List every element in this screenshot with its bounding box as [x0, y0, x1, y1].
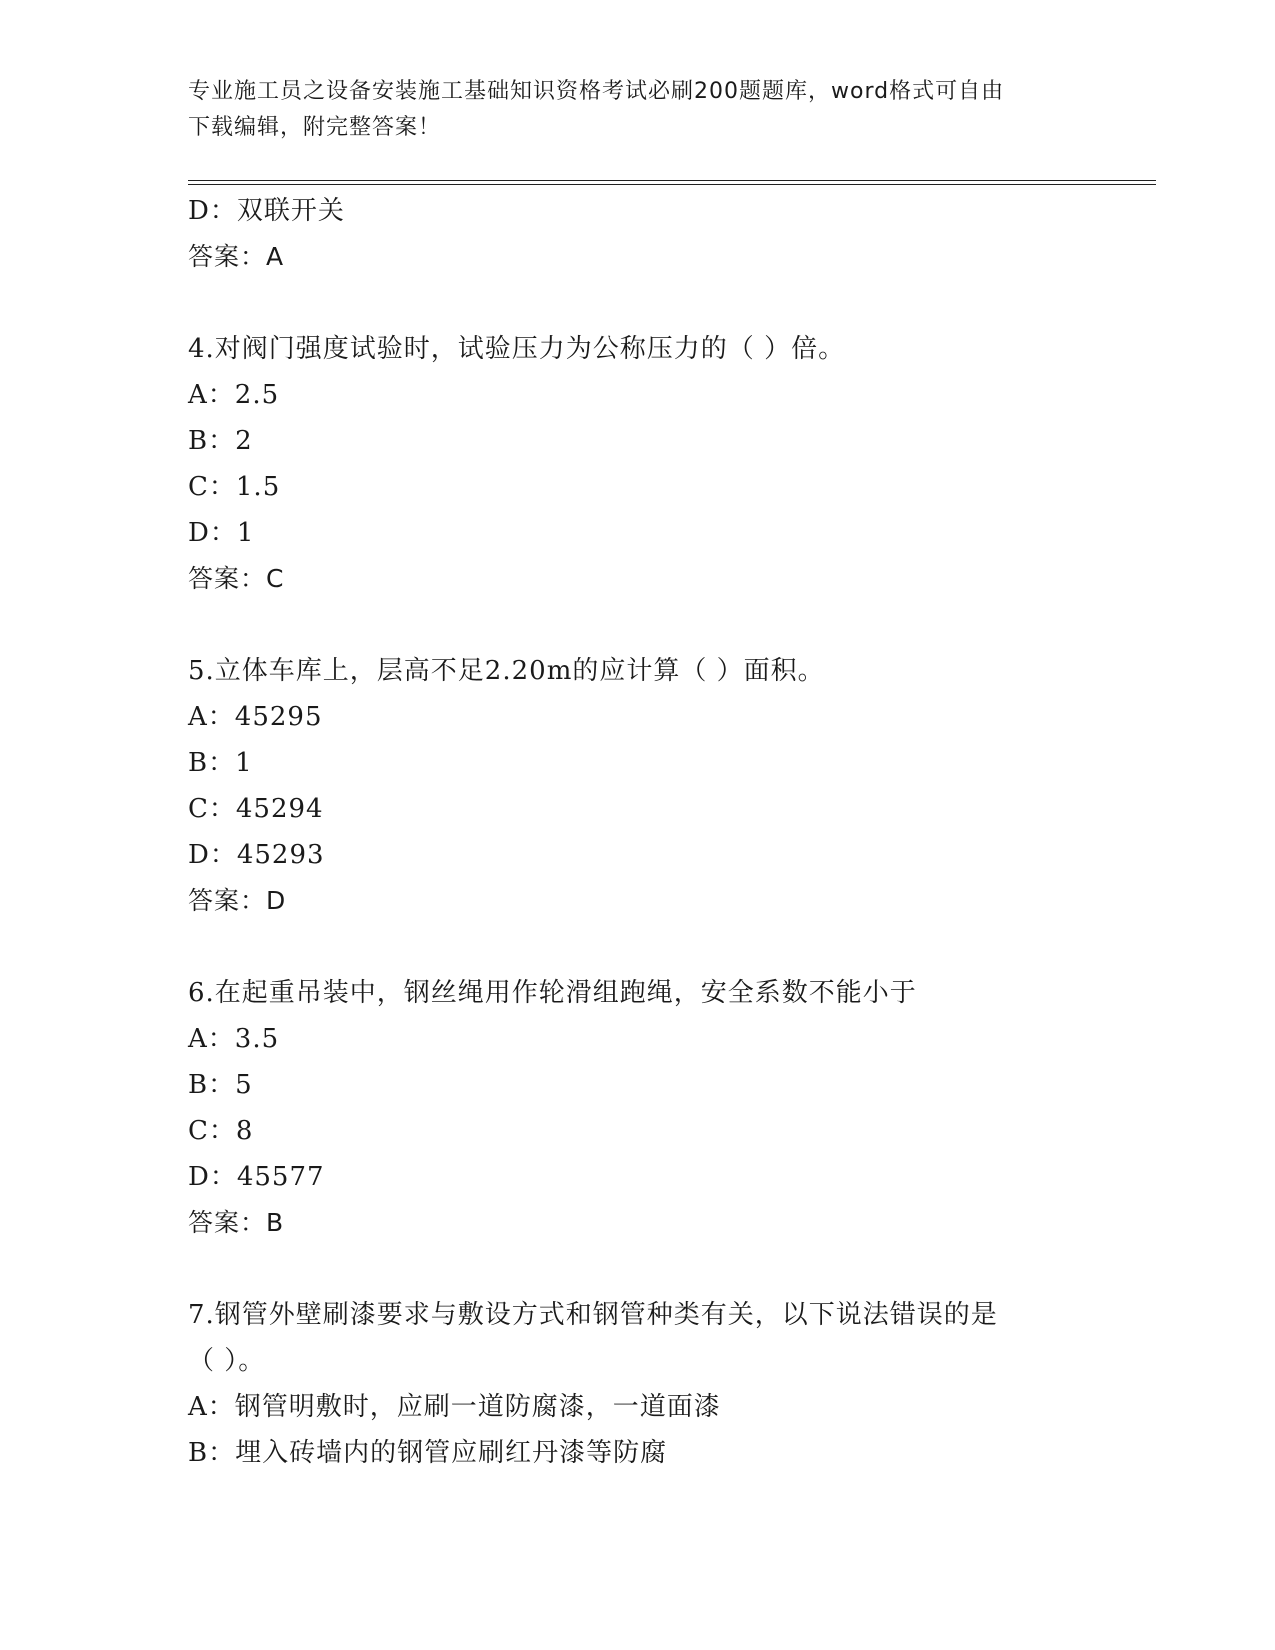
- prev-option-d: D：双联开关: [188, 196, 345, 226]
- question-title: 4.对阀门强度试验时，试验压力为公称压力的（ ）倍。: [188, 334, 846, 364]
- question-title-line1: 7.钢管外壁刷漆要求与敷设方式和钢管种类有关，以下说法错误的是: [188, 1300, 998, 1330]
- question-title: 5.立体车库上，层高不足2.20m的应计算（ ）面积。: [188, 656, 825, 686]
- header-divider-top: [188, 180, 1156, 181]
- question-4: [188, 326, 1156, 602]
- option-d: D：45577: [188, 1162, 325, 1192]
- option-c: C：1.5: [188, 472, 281, 502]
- header-divider-bottom: [188, 184, 1156, 185]
- option-a: A：3.5: [188, 1024, 280, 1054]
- header-title-line1: 专业施工员之设备安装施工基础知识资格考试必刷200题题库，word格式可自由: [188, 79, 1005, 104]
- option-b: B：5: [188, 1070, 253, 1100]
- option-c: C：45294: [188, 794, 324, 824]
- question-6: [188, 970, 1156, 1246]
- option-a: A：2.5: [188, 380, 280, 410]
- option-d: D：1: [188, 518, 255, 548]
- document-header: [188, 74, 1088, 146]
- answer: 答案：D: [188, 886, 287, 915]
- option-b: B：1: [188, 748, 253, 778]
- option-a: A：钢管明敷时，应刷一道防腐漆，一道面漆: [188, 1392, 721, 1422]
- question-list: [188, 188, 1156, 1476]
- prev-answer: 答案：A: [188, 242, 285, 271]
- header-title-line2: 下载编辑，附完整答案！: [188, 115, 442, 140]
- question-title-line2: （ ）。: [188, 1346, 266, 1376]
- option-b: B：埋入砖墙内的钢管应刷红丹漆等防腐: [188, 1438, 668, 1468]
- question-5: [188, 648, 1156, 924]
- option-c: C：8: [188, 1116, 254, 1146]
- answer: 答案：B: [188, 1208, 285, 1237]
- question-title: 6.在起重吊装中，钢丝绳用作轮滑组跑绳，安全系数不能小于: [188, 978, 917, 1008]
- option-a: A：45295: [188, 702, 323, 732]
- option-d: D：45293: [188, 840, 325, 870]
- option-b: B：2: [188, 426, 253, 456]
- question-7: [188, 1292, 1156, 1476]
- answer: 答案：C: [188, 564, 285, 593]
